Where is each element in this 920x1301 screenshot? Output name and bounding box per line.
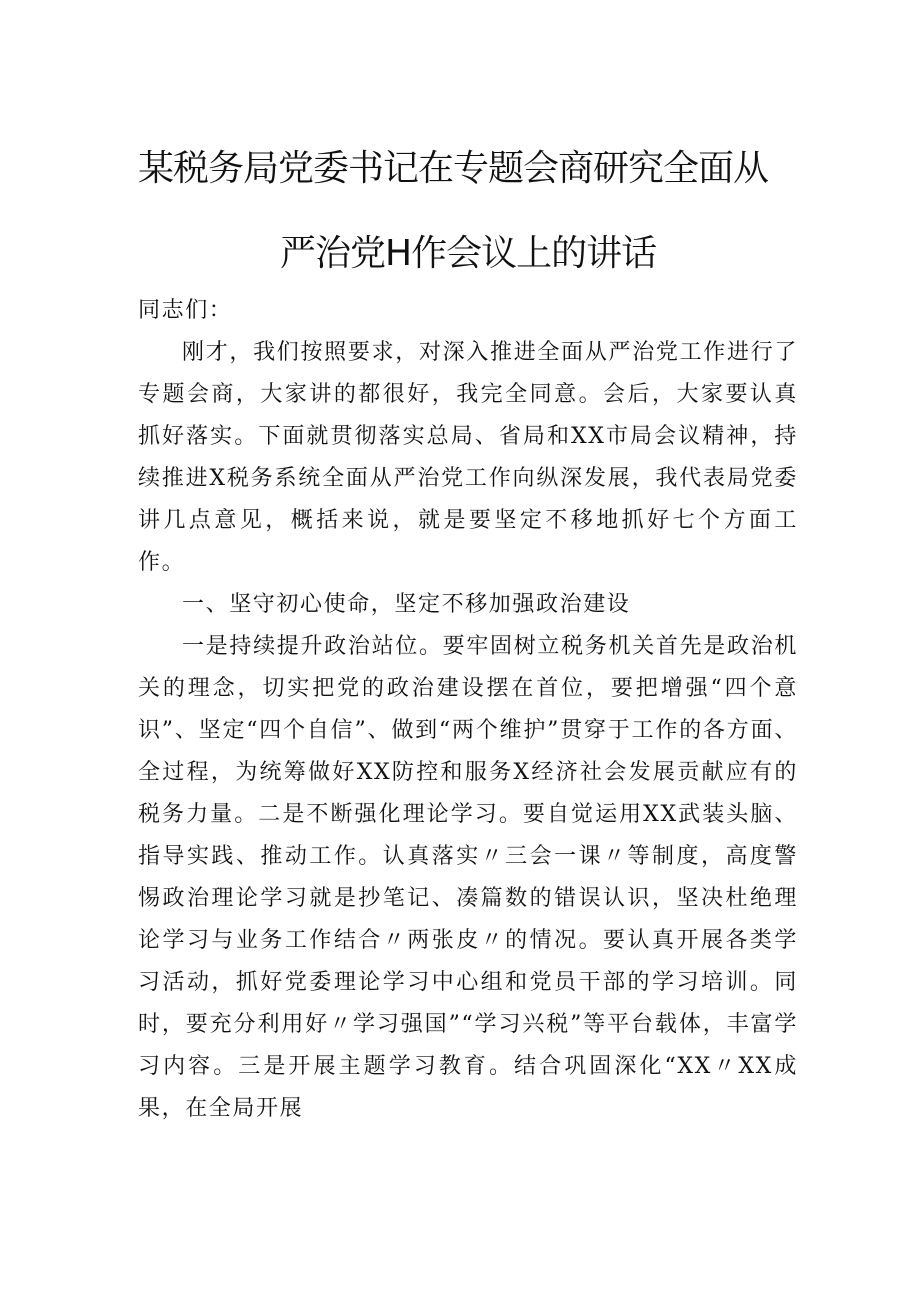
opening-paragraph: 刚才，我们按照要求，对深入推进全面从严治党工作进行了专题会商，大家讲的都很好，我完全同意。会后，大家要认真抓好落实。下面就贯彻落实总局、省局和XX市局会议精神，持续推进X税务系统全面从严治党工作向纵深发展，我代表局党委讲几点意见，概括来说，就是要坚定不移地抓好七个方面工作。	[138, 340, 798, 575]
document-title-line-1: 某税务局党委书记在专题会商研究全面从	[138, 148, 769, 189]
section-paragraph: 一是持续提升政治站位。要牢固树立税务机关首先是政治机关的理念，切实把党的政治建设摆在首位，要把增强“四个意识”、坚定“四个自信”、做到“两个维护”贯穿于工作的各方面、全过程，为统筹做好XX防控和服务X经济社会发展贡献应有的税务力量。二是不断强化理论学习。要自觉运用XX武装头脑、指导实践、推动工作。认真落实〃三会一课〃等制度，高度警惕政治理论学习就是抄笔记、凑篇数的错误认识，坚决杜绝理论学习与业务工作结合〃两张皮〃的情况。要认真开展各类学习活动，抓好党委理论学习中心组和党员干部的学习培训。同时，要充分利用好〃学习强国”“学习兴税”等平台载体，丰富学习内容。三是开展主题学习教育。结合巩固深化“XX〃XX成果，在全局开展	[138, 634, 798, 1121]
section-heading: 一、坚守初心使命，坚定不移加强政治建设	[182, 592, 631, 617]
salutation: 同志们：	[138, 298, 233, 323]
document-title-line-2: 严治党H作会议上的讲话	[280, 233, 657, 274]
document-body	[138, 290, 798, 1130]
